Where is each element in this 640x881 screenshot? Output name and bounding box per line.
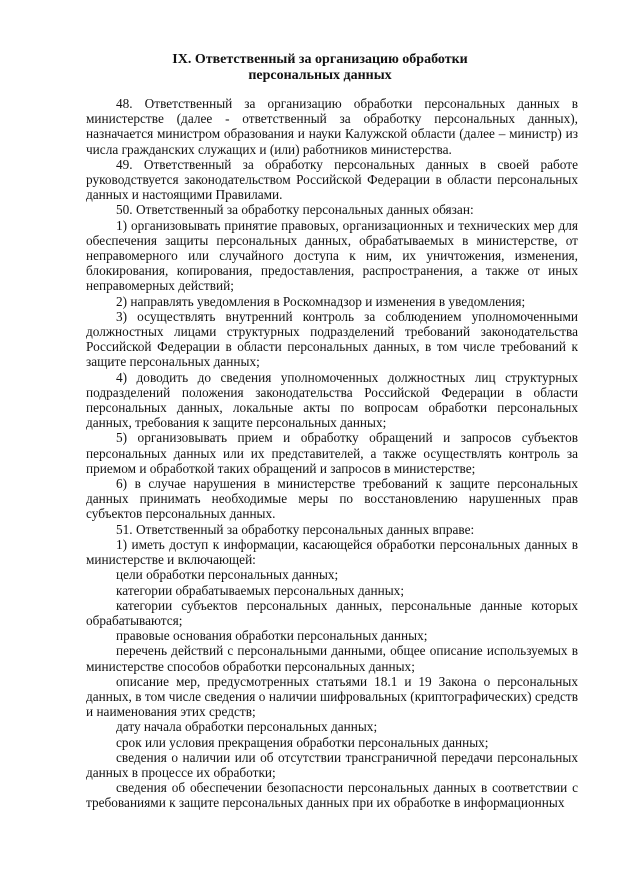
sub-item-subject-categories: категории субъектов персональных данных, персональные данные которых обрабатываются;: [86, 597, 578, 628]
list-item-50-2: 2) направлять уведомления в Роскомнадзор и изменения в уведомления;: [116, 293, 526, 309]
sub-item-actions-list: перечень действий с персональными данными, общее описание используемых в министерстве способов обработки персональных данных;: [86, 643, 578, 674]
sub-item-measures: описание мер, предусмотренных статьями 18.1 и 19 Закона о персональных данных, в том числе сведения о наличии шифровальных (криптографических) средств и наименования этих средств;: [86, 673, 578, 720]
sub-item-goals: цели обработки персональных данных;: [116, 567, 339, 583]
sub-item-security: сведения об обеспечении безопасности персональных данных в соответствии с требованиями к защите персональных данных при их обработке в информационных: [86, 780, 578, 811]
list-item-50-3: 3) осуществлять внутренний контроль за соблюдением уполномоченными должностных лицами структурных подразделений требований законодательства Российской Федерации в области персональных данных, в том числе требований к защите персональных данных;: [86, 308, 578, 370]
list-item-51-1: 1) иметь доступ к информации, касающейся обработки персональных данных в министерстве и включающей:: [86, 536, 578, 568]
paragraph-49: 49. Ответственный за обработку персональных данных в своей работе руководствуется законодательством Российской Федерации в области персональных данных и настоящими Правилами.: [86, 156, 578, 203]
paragraph-51: 51. Ответственный за обработку персональных данных вправе:: [116, 521, 475, 537]
paragraph-50: 50. Ответственный за обработку персональных данных обязан:: [116, 202, 474, 218]
paragraph-48: 48. Ответственный за организацию обработки персональных данных в министерстве (далее - ответственный за обработку персональных данных), назначается министром образования и науки Калужской области (далее – министр) из числа гражданских служащих и (или) работников министерства.: [86, 96, 578, 157]
list-item-50-5: 5) организовывать прием и обработку обращений и запросов субъектов персональных данных или их представителей, а также осуществлять контроль за приемом и обработкой таких обращений и запросов в министерстве;: [86, 430, 578, 476]
sub-item-data-categories: категории обрабатываемых персональных данных;: [116, 582, 405, 598]
list-item-50-1: 1) организовывать принятие правовых, организационных и технических мер для обеспечения защиты персональных данных, обрабатываемых в министерстве, от неправомерного или случайного доступа к ним, их уничтожения, изменения, блокирования, копирования, предоставления, распространения, а также от иных неправомерных действий;: [86, 217, 578, 294]
list-item-50-6: 6) в случае нарушения в министерстве требований к защите персональных данных принимать необходимые меры по восстановлению нарушенных прав субъектов персональных данных.: [86, 476, 578, 522]
sub-item-legal-grounds: правовые основания обработки персональных данных;: [116, 628, 428, 644]
sub-item-cross-border: сведения о наличии или об отсутствии трансграничной передачи персональных данных в процессе их обработки;: [86, 749, 578, 780]
sub-item-start-date: дату начала обработки персональных данных;: [116, 719, 378, 735]
section-heading-line-2: персональных данных: [248, 68, 392, 83]
list-item-50-4: 4) доводить до сведения уполномоченных должностных лиц структурных подразделений положения законодательства Российской Федерации в области персональных данных, локальные акты по вопросам обработки персональных данных, требования к защите персональных данных;: [86, 369, 578, 431]
section-heading: [60, 52, 580, 84]
document-body: [86, 96, 578, 811]
sub-item-end-terms: срок или условия прекращения обработки персональных данных;: [116, 734, 489, 750]
section-heading-line-1: IX. Ответственный за организацию обработки: [172, 52, 468, 67]
